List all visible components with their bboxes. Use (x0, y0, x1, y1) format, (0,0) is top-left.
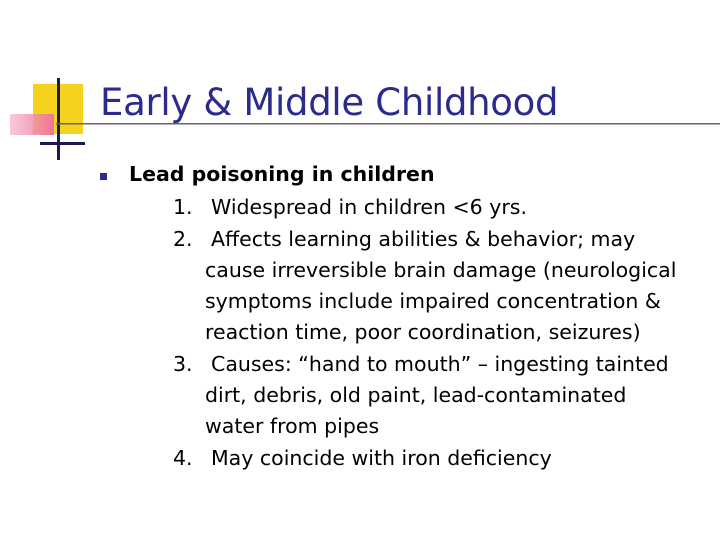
decor-horizontal-rule (40, 142, 85, 145)
list-item-number: 3. (173, 352, 193, 376)
list-item-text: reaction time, poor coordination, seizures) (205, 320, 641, 344)
bullet-marker (100, 173, 107, 180)
bullet-heading: Lead poisoning in children (129, 162, 435, 186)
list-item-text: May coincide with iron deficiency (211, 446, 552, 470)
decor-pink-bar (10, 114, 54, 135)
list-item-text: dirt, debris, old paint, lead-contaminated (205, 383, 627, 407)
slide-title: Early & Middle Childhood (100, 81, 559, 124)
list-item-text: symptoms include impaired concentration & (205, 289, 661, 313)
list-item-text: water from pipes (205, 414, 380, 438)
list-item-number: 1. (173, 195, 193, 219)
list-item-number: 2. (173, 227, 193, 251)
list-item-text: Causes: “hand to mouth” – ingesting tainted (211, 352, 669, 376)
list-item-number: 4. (173, 446, 193, 470)
list-item-text: Affects learning abilities & behavior; may (211, 227, 636, 251)
decor-vertical-rule (57, 78, 60, 160)
list-item-text: cause irreversible brain damage (neurological (205, 258, 677, 282)
list-item-text: Widespread in children <6 yrs. (211, 195, 527, 219)
